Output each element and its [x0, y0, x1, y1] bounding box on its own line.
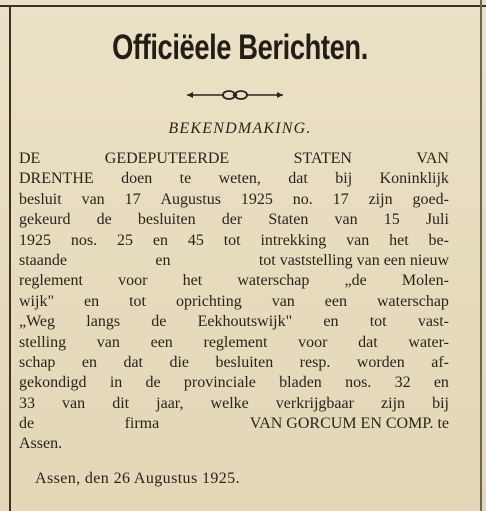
notice-word: en	[155, 251, 171, 269]
notice-word: tot	[369, 313, 387, 331]
notice-word: vast-	[417, 313, 449, 331]
notice-word: der	[221, 211, 243, 229]
notice-line	[19, 373, 449, 393]
notice-word: voor	[118, 272, 148, 290]
notice-word: van	[62, 394, 86, 412]
notice-word: Assen.	[19, 435, 63, 453]
notice-word: dit	[112, 394, 130, 412]
notice-word: tot vaststelling van een nieuw	[258, 251, 449, 269]
notice-word: van	[271, 292, 295, 310]
notice-line	[19, 434, 449, 454]
notice-heading: BEKENDMAKING.	[168, 120, 312, 137]
notice-word: besluiten	[137, 211, 196, 229]
notice-line	[19, 394, 449, 414]
notice-line	[19, 231, 449, 251]
notice-word: van	[96, 333, 120, 351]
notice-word: nos.	[70, 231, 98, 249]
closing-line: Assen, den 26 Augustus 1925.	[35, 470, 240, 487]
notice-word: Juli	[425, 211, 449, 229]
notice-word: welke	[210, 394, 249, 412]
notice-word: de	[151, 313, 167, 331]
notice-word: besluiten	[215, 353, 274, 371]
notice-word: intrekking	[260, 231, 327, 249]
notice-word: jaar,	[156, 394, 184, 412]
ornament-divider-icon	[185, 88, 285, 102]
notice-word: DE	[19, 150, 41, 167]
notice-word: firma	[124, 415, 160, 433]
notice-word: af-	[431, 353, 449, 371]
notice-word: weten,	[218, 170, 261, 188]
notice-word: een	[150, 333, 173, 351]
notice-word: VAN GORCUM EN COMP. te	[249, 415, 449, 433]
notice-word: worden	[356, 353, 405, 371]
notice-word: 15	[383, 211, 400, 229]
notice-word: „de	[344, 272, 367, 290]
notice-word: tot	[223, 231, 241, 249]
notice-word: gekeurd	[19, 211, 71, 229]
notice-word: in	[109, 374, 123, 392]
notice-word: 25	[116, 231, 133, 249]
notice-word: die	[169, 353, 189, 371]
notice-word: zijn	[381, 394, 406, 412]
notice-word: en	[81, 353, 97, 371]
notice-word: reglement	[19, 272, 83, 290]
notice-word: van	[334, 211, 358, 229]
notice-word: en	[152, 231, 168, 249]
notice-word: GEDEPUTEERDE	[104, 150, 230, 167]
top-border-rule	[0, 5, 486, 7]
left-column-rule	[9, 5, 11, 511]
notice-word: dat	[358, 333, 378, 351]
notice-line	[19, 353, 449, 373]
notice-word: het	[182, 272, 203, 290]
notice-word: schap	[19, 353, 56, 371]
notice-word: 1925	[240, 190, 273, 208]
right-column-rule	[480, 0, 482, 511]
notice-line	[19, 251, 449, 271]
notice-word: 32	[394, 374, 411, 392]
notice-word: tot	[129, 292, 146, 310]
notice-word: staande	[19, 251, 67, 269]
notice-line	[19, 190, 449, 210]
notice-word: besluit	[19, 190, 62, 208]
notice-word: „Weg	[19, 313, 56, 331]
notice-word: Molen-	[401, 272, 449, 290]
notice-line	[19, 333, 449, 353]
notice-word: de	[19, 415, 35, 433]
notice-word: de	[145, 374, 161, 392]
notice-word: waterschap	[237, 272, 310, 290]
notice-word: langs	[86, 313, 121, 331]
notice-word: goed-	[412, 190, 449, 208]
notice-word: dat	[288, 170, 308, 188]
notice-word: 45	[187, 231, 204, 249]
notice-word: stelling	[19, 333, 67, 351]
notice-word: wijk"	[19, 292, 54, 310]
notice-word: van	[81, 190, 105, 208]
notice-line	[19, 414, 449, 434]
notice-word: van	[346, 231, 370, 249]
notice-word: VAN	[416, 150, 449, 167]
notice-word: Eekhoutswijk"	[197, 313, 293, 331]
notice-word: Koninklijk	[379, 170, 449, 188]
notice-word: Augustus	[160, 190, 221, 208]
notice-word: bladen	[279, 374, 322, 392]
notice-word: dat	[123, 353, 143, 371]
notice-word: voor	[298, 333, 328, 351]
notice-body	[19, 149, 449, 455]
section-headline: Officiëele Berichten.	[112, 28, 368, 67]
notice-line	[19, 271, 449, 291]
notice-word: verkrijgbaar	[275, 394, 354, 412]
notice-line	[19, 169, 449, 189]
notice-word: en	[323, 313, 339, 331]
notice-word: be-	[428, 231, 449, 249]
notice-word: water-	[408, 333, 449, 351]
notice-word: en	[83, 292, 100, 310]
notice-word: reglement	[203, 333, 268, 351]
notice-line	[19, 149, 449, 169]
notice-word: bij	[335, 170, 353, 188]
notice-word: no.	[292, 190, 313, 208]
notice-word: het	[389, 231, 409, 249]
notice-word: en	[433, 374, 449, 392]
notice-word: nos.	[345, 374, 372, 392]
notice-line	[19, 312, 449, 332]
notice-word: 17	[332, 190, 349, 208]
notice-word: STATEN	[293, 150, 352, 167]
notice-word: 17	[124, 190, 141, 208]
notice-word: provinciale	[183, 374, 256, 392]
notice-word: een	[324, 292, 347, 310]
notice-word: resp.	[299, 353, 331, 371]
notice-word: de	[96, 211, 112, 229]
notice-word: 1925	[19, 231, 51, 249]
notice-word: waterschap	[376, 292, 449, 310]
notice-word: oprichting	[175, 292, 242, 310]
notice-word: DRENTHE	[19, 170, 94, 188]
notice-word: bij	[432, 394, 449, 412]
notice-word: Staten	[268, 211, 309, 229]
notice-line	[19, 210, 449, 230]
notice-word: doen	[121, 170, 153, 188]
notice-line	[19, 292, 449, 312]
notice-word: te	[179, 170, 192, 188]
notice-word: 33	[19, 394, 35, 412]
notice-word: gekondigd	[19, 374, 87, 392]
notice-word: zijn	[368, 190, 393, 208]
